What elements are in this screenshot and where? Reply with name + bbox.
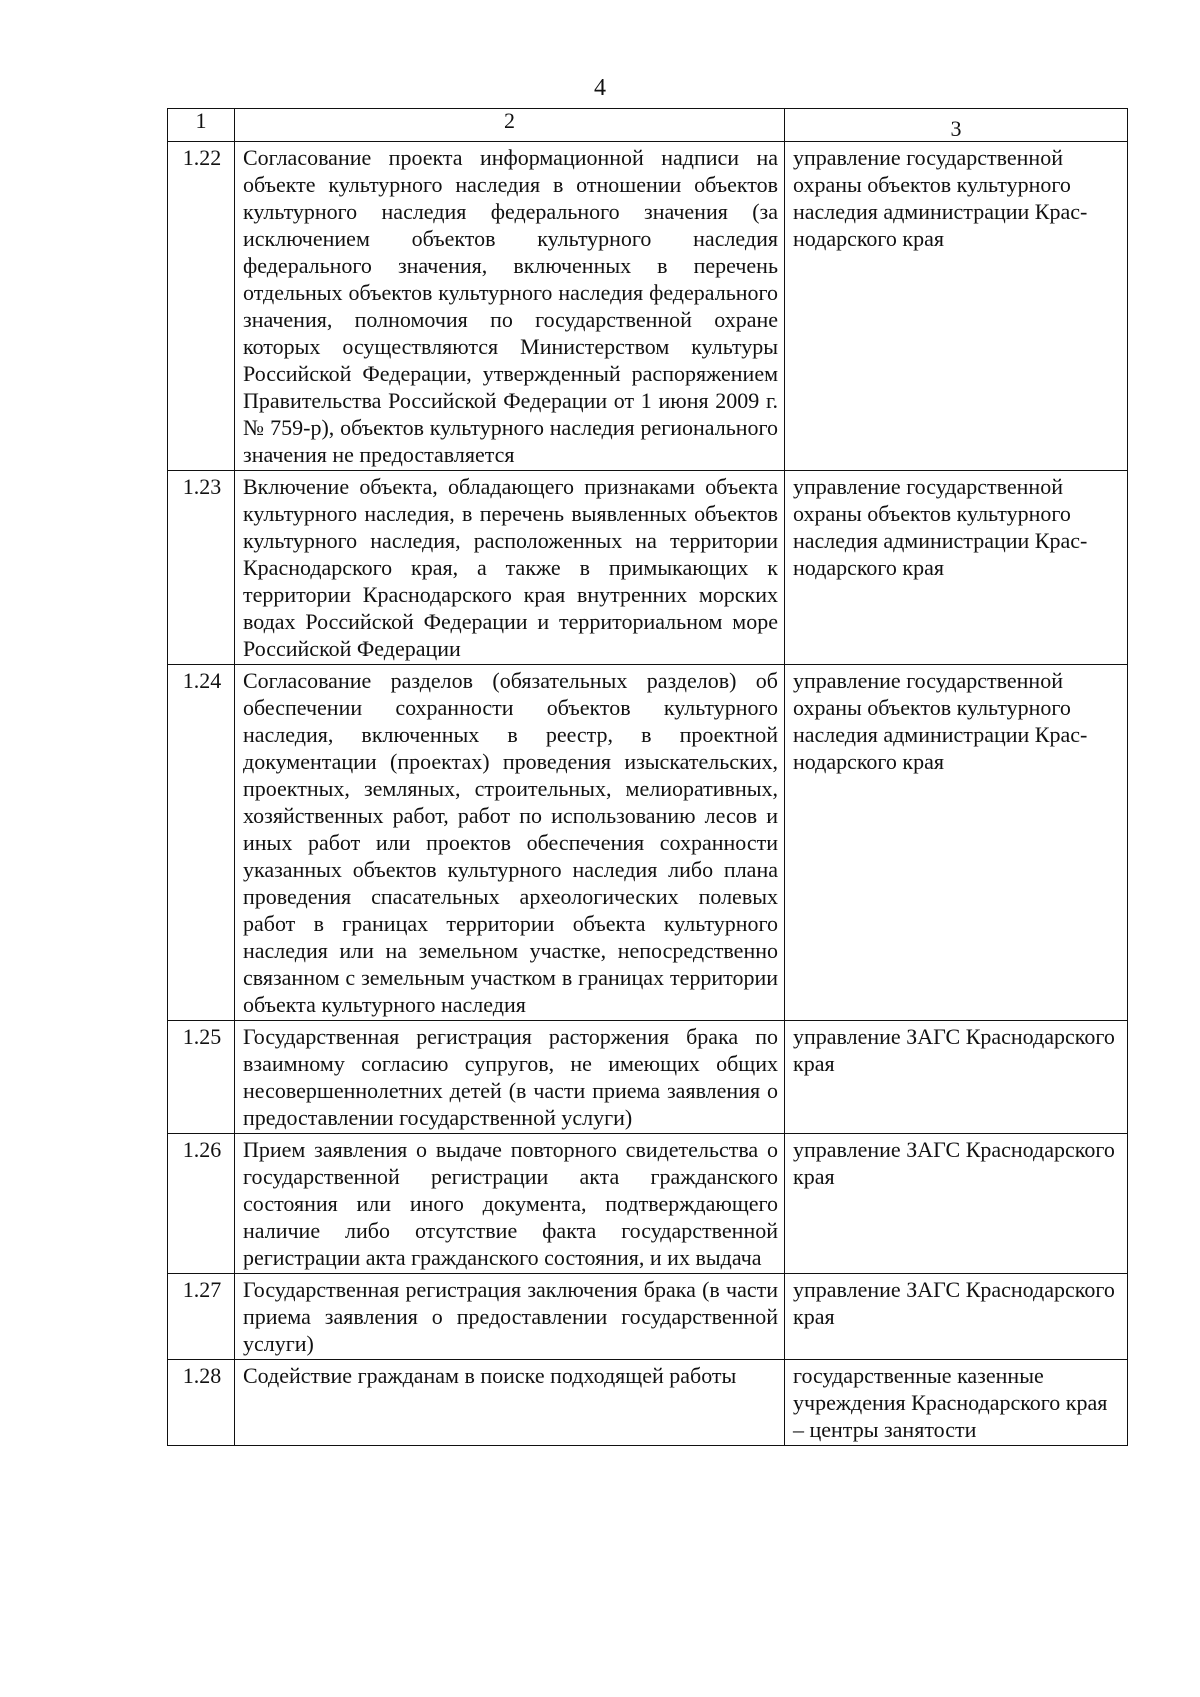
row-organization: управление ЗАГС Краснодарского края xyxy=(785,1274,1128,1360)
row-number: 1.22 xyxy=(168,142,235,471)
row-description: Государственная регистрация заключения брака (в части приема заявления о предоставлении государственной услуги) xyxy=(235,1274,785,1360)
table-row xyxy=(168,1360,1128,1446)
row-description: Содействие гражданам в поиске подходящей работы xyxy=(235,1360,785,1446)
row-organization: управление государственной охраны объектов культурного наследия администрации Краснодарского края xyxy=(785,665,1128,1021)
table-row xyxy=(168,471,1128,665)
table-row xyxy=(168,1021,1128,1134)
row-number: 1.27 xyxy=(168,1274,235,1360)
table-row xyxy=(168,142,1128,471)
row-organization: управление государственной охраны объектов культурного наследия администрации Краснодарского края xyxy=(785,142,1128,471)
column-header-1: 1 xyxy=(168,109,235,142)
row-organization: государственные казенные учреждения Краснодарского края – центры занятости xyxy=(785,1360,1128,1446)
row-number: 1.26 xyxy=(168,1134,235,1274)
row-description: Согласование проекта информационной надписи на объекте культурного наследия в отношении объектов культурного наследия федерального значения (за исключением объектов культурного наследия федерального значения, включенных в перечень отдельных объектов культурного наследия федерального значения, полномочия по государственной охране которых осуществляются Министерством культуры Российской Федерации, утвержденный распоряжением Правительства Российской Федерации от 1 июня 2009 г. № 759-р), объектов культурного наследия регионального значения не предоставляется xyxy=(235,142,785,471)
table-row xyxy=(168,665,1128,1021)
row-description: Государственная регистрация расторжения брака по взаимному согласию супругов, не имеющих общих несовершеннолетних детей (в части приема заявления о предоставлении государственной услуги) xyxy=(235,1021,785,1134)
row-organization: управление ЗАГС Краснодарского края xyxy=(785,1021,1128,1134)
row-number: 1.24 xyxy=(168,665,235,1021)
column-header-2: 2 xyxy=(235,109,785,142)
page-number: 4 xyxy=(594,75,606,101)
row-number: 1.25 xyxy=(168,1021,235,1134)
row-organization: управление ЗАГС Краснодарского края xyxy=(785,1134,1128,1274)
services-table xyxy=(167,108,1128,1446)
table-row xyxy=(168,1274,1128,1360)
row-organization: управление государственной охраны объектов культурного наследия администрации Краснодарского края xyxy=(785,471,1128,665)
column-header-3: 3 xyxy=(785,109,1128,142)
row-number: 1.23 xyxy=(168,471,235,665)
row-description: Включение объекта, обладающего признаками объекта культурного наследия, в перечень выявленных объектов культурного наследия, расположенных на территории Краснодарского края, а также в примыкающих к территории Краснодарского края внутренних морских водах Российской Федерации и территориальном море Российской Федерации xyxy=(235,471,785,665)
row-number: 1.28 xyxy=(168,1360,235,1446)
row-description: Прием заявления о выдаче повторного свидетельства о государственной регистрации акта гражданского состояния или иного документа, подтверждающего наличие либо отсутствие факта государственной регистрации акта гражданского состояния, и их выдача xyxy=(235,1134,785,1274)
table-row xyxy=(168,1134,1128,1274)
row-description: Согласование разделов (обязательных разделов) об обеспечении сохранности объектов культурного наследия, включенных в реестр, в проектной документации (проектах) проведения изыскательских, проектных, земляных, строительных, мелиоративных, хозяйственных работ, работ по использованию лесов и иных работ или проектов обеспечения сохранности указанных объектов культурного наследия либо плана проведения спасательных археологических полевых работ в границах территории объекта культурного наследия или на земельном участке, непосредственно связанном с земельным участком в границах территории объекта культурного наследия xyxy=(235,665,785,1021)
table-header-row xyxy=(168,109,1128,142)
